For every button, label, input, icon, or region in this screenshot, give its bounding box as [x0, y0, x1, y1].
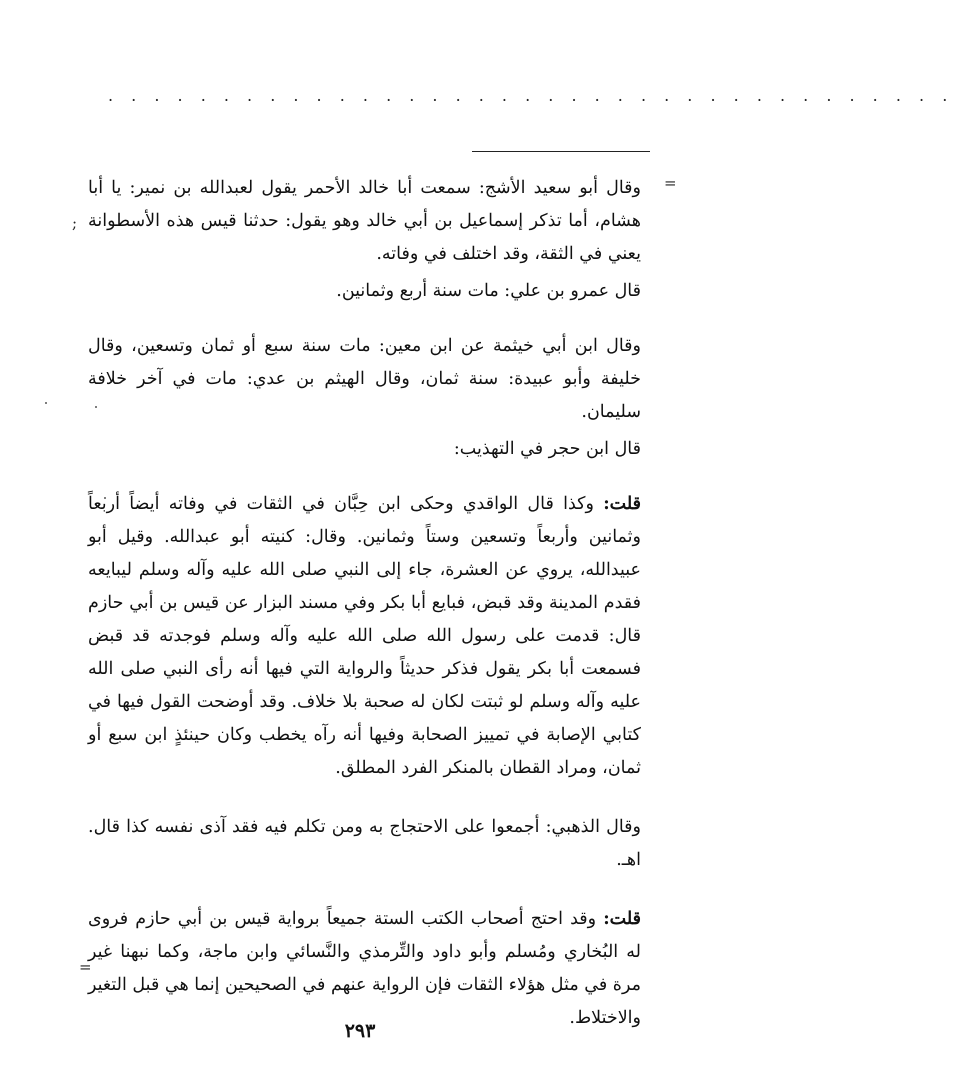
paragraph-qultu-waqidi — [88, 488, 641, 785]
scan-speck — [45, 402, 47, 404]
paragraph-body: وكذا قال الواقدي وحكى ابن حِبَّان في الثقات في وفاته أيضاً أربعاً وثمانين وأربعاً وتسعين وستاً وثمانين. وقال: كنيته أبو عبدالله. وقيل أبو عبيدالله، يروي عن العشرة، جاء إلى النبي صلى الله عليه وآله وسلم ليبايعه فقدم المدينة وقد قبض، فبايع أبا بكر وفي مسند البزار عن قيس بن أبي حازم قال: قدمت على رسول الله صلى الله عليه وآله وسلم فوجدته قد قبض فسمعت أبا بكر يقول فذكر حديثاً والرواية التي فيها أنه رأى النبي صلى الله عليه وآله وسلم لو ثبتت لكان له صحبة بلا خلاف. وقد أوضحت القول فيها في كتابي الإصابة في تمييز الصحابة وفيها أنه رآه يخطب وكان حينئذٍ ابن سبع أو ثمان، ومراد القطان بالمنكر الفرد المطلق. — [88, 494, 641, 778]
body-text — [88, 172, 641, 1035]
paragraph-qultu-six-books — [88, 903, 641, 1035]
dotted-separator: . . . . . . . . . . . . . . . . . . . . . . . . . . . . . . . . . . . . . — [108, 86, 954, 105]
margin-mark-top: = — [664, 174, 677, 192]
footnote-rule — [472, 151, 650, 152]
paragraph-ibn-hajar-heading: قال ابن حجر في التهذيب: — [453, 439, 641, 459]
paragraph-body: وقد احتج أصحاب الكتب الستة جميعاً برواية قيس بن أبي حازم فروى له البُخاري ومُسلم وأبو داود والتِّرمذي والنَّسائي وابن ماجة، وكما نبهنا غير مرة في مثل هؤلاء الثقات فإن الرواية عنهم في الصحيحين إنما هي قبل التغير والاختلاط. — [88, 909, 641, 1028]
paragraph-amr-bin-ali: قال عمرو بن علي: مات سنة أربع وثمانين. — [336, 281, 641, 301]
margin-mark-left: ; — [72, 214, 78, 232]
paragraph-dhahabi: وقال الذهبي: أجمعوا على الاحتجاج به ومن تكلم فيه فقد آذى نفسه كذا قال. اهـ. — [88, 817, 641, 870]
qultu-label: قلت: — [603, 909, 641, 929]
qultu-label: قلت: — [603, 494, 641, 514]
paragraph-abu-said: وقال أبو سعيد الأشج: سمعت أبا خالد الأحمر يقول لعبدالله بن نمير: يا أبا هشام، أما تذكر إسماعيل بن أبي خالد وهو يقول: حدثنا قيس هذه الأسطوانة يعني في الثقة، وقد اختلف في وفاته. — [88, 178, 641, 264]
page-number: ٢٩٣ — [344, 1020, 376, 1042]
margin-mark-bottom: = — [79, 958, 92, 976]
paragraph-ibn-abi-khaythama: وقال ابن أبي خيثمة عن ابن معين: مات سنة سبع أو ثمان وتسعين، وقال خليفة وأبو عبيدة: سنة ثمان، وقال الهيثم بن عدي: مات في آخر خلافة سليمان. — [88, 336, 641, 422]
